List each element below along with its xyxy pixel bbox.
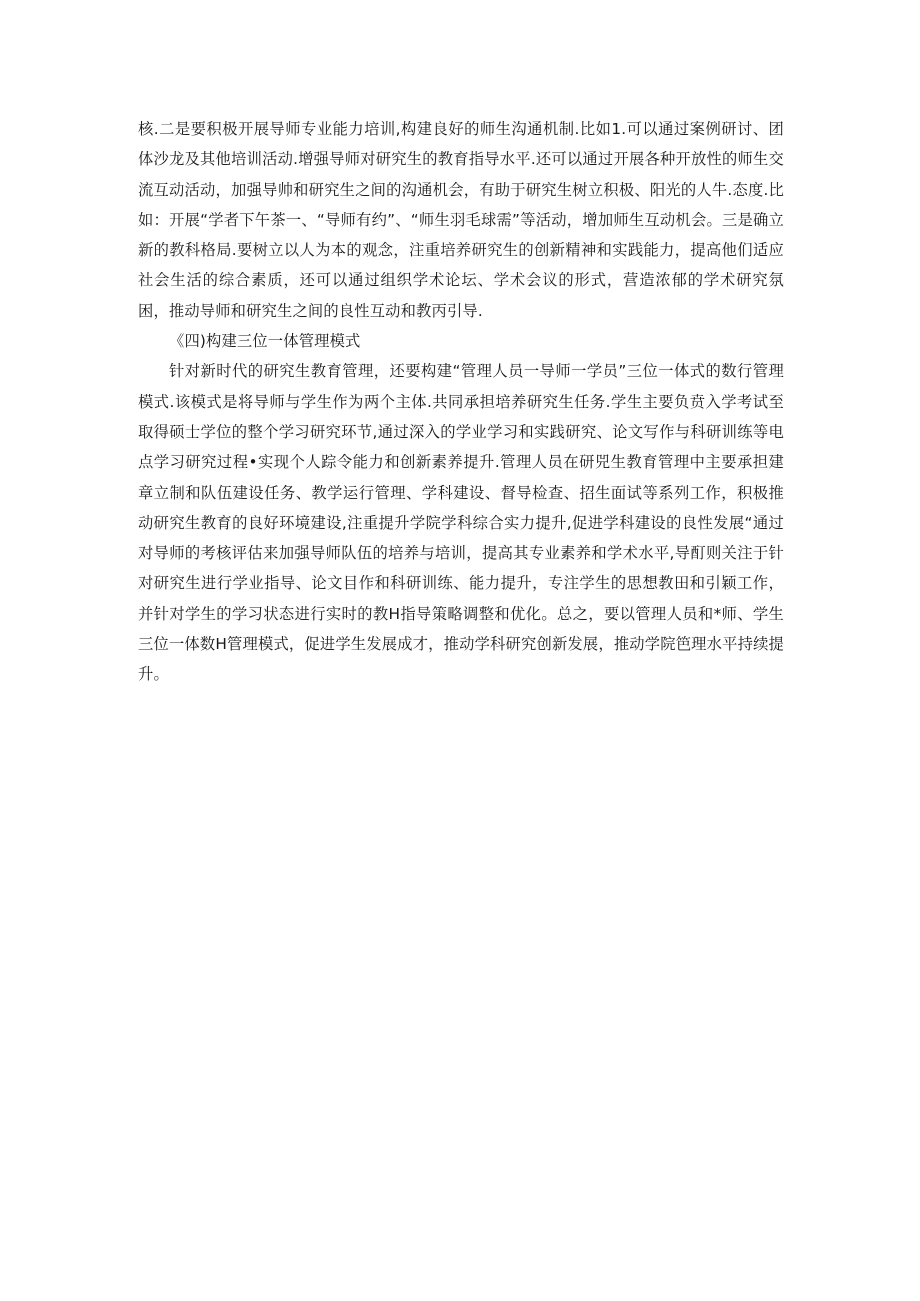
document-body: [138, 114, 784, 690]
paragraph-trinity-management: 针对新时代的研究生教育管理，还要构建“管理人员一导师一学员”三位一体式的数行管理模式.该模式是将导师与学生作为两个主体.共同承担培养研究生任务.学生主要负贲入学考试至取得硕士学位的整个学习研究环节,通过深入的学业学习和实践研究、论文写作与科研训练等电点学习研究过程•实现个人踪令能力和创新素养提升.管理人员在研兕生教育管理中主要承担建章立制和队伍建设任务、教学运行管理、学科建设、督导检查、招生面试等系列工作，积极推动研究生教育的良好环境建设,注重提升学院学科综合实力提升,促进学科建设的良性发展“通过对导师的考核评估来加强导师队伍的培养与培训，提高其专业素养和学术水平,导酊则关注于针对研究生进行学业指导、论文目作和科研训练、能力提升，专注学生的思想教田和引颖工作，并针对学生的学习状态进行实时的教H指导策略调整和优化。总之，要以管理人员和*师、学生三位一体数H管理模式，促进学生发展成才，推动学科研究创新发展，推动学院笆理水平持续提升。: [138, 362, 784, 684]
section-heading-four: 《四)构建三位一体管理模式: [169, 332, 361, 351]
paragraph-mentor-training: 核.二是要积极开展导师专业能力培训,构建良好的师生沟通机制.比如1.可以通过案例研讨、团体沙龙及其他培训活动.增强导师对研究生的教育指导水平.还可以通过开展各种开放性的师生交流互动活动，加强导帅和研究生之间的沟通机会，有助于研究生树立积极、阳光的人牛.态度.比如：开展“学者下午茶一、“导师有约”、“师生羽毛球需”等活动，增加师生互动机会。三是确立新的教科格局.要树立以人为本的观念，注重培养研究生的创新精神和实践能力，提高他们适应社会生活的综合素质，还可以通过组织学术论坛、学术会议的形式，营造浓郁的学术研究氛困，推动导师和研究生之间的良性互动和教丙引导.: [138, 120, 784, 320]
